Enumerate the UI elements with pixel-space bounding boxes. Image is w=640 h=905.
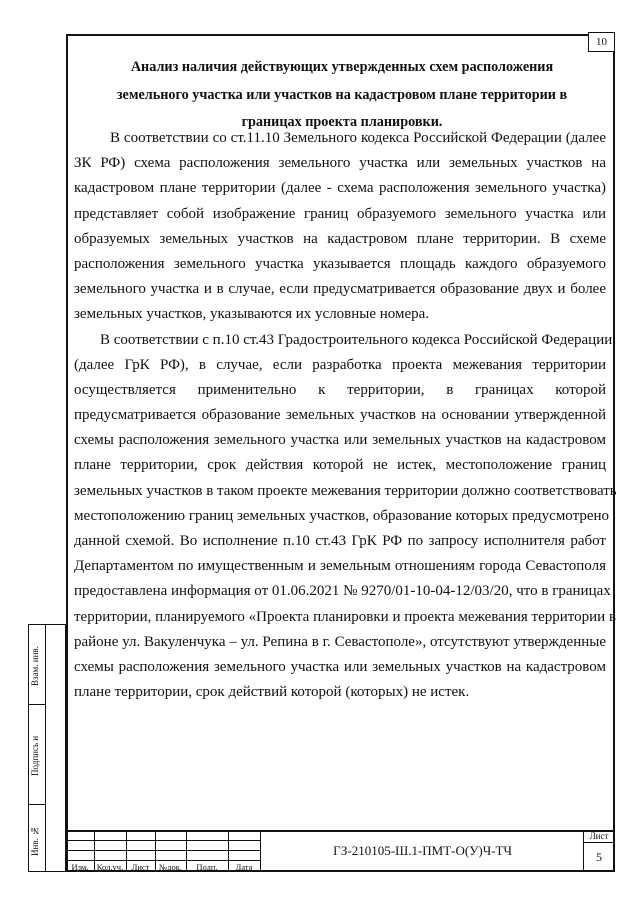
side-stamp [28,624,66,872]
text-line: В соответствии со ст.11.10 Земельного кодекса Российской Федерации (далее [110,130,606,146]
text-line: схемы расположения земельного участка или земельных участков на кадастровом [74,432,606,449]
text-line: ЗК РФ) схема расположения земельного участка или земельных участков на [74,155,606,172]
text-line: плане территории, срок действий которой (которых) не истек. [74,684,470,701]
text-line: осуществляется применительно к территории, в границах которой [74,381,606,398]
text-line: местоположению границ земельных участков, образование которых предусмотрено [74,507,610,524]
text-line: районе ул. Вакуленчука – ул. Репина в г. Севастополе», отсутствуют утвержденные [74,633,606,650]
text-line: земельных участков, указываются их условные номера. [74,306,430,323]
side-stamp-divider [45,625,46,871]
text-line: представляет собой изображение границ образуемого земельного участка или [74,205,606,222]
text-line: земельных участков в таком проекте межевания территории должно соответствовать [74,482,617,499]
title-line: Анализ наличия действующих утвержденных схем расположения [130,59,554,75]
text-line: земельного участка и в случае, если предусматривается образование двух и более [74,281,606,298]
sheet-number: 5 [596,850,602,864]
text-line: кадастровом плане территории (далее - схема расположения земельного участка) [74,180,606,197]
text-line: схемы расположения земельного участка или земельных участков на кадастровом [74,658,606,675]
sheet-box [583,830,614,872]
header-izm: Изм. [71,862,89,872]
text-line: расположения земельного участка указывается площадь каждого образуемого [74,255,606,272]
header-list: Лист [131,862,150,872]
text-line: Департаментом по имущественным и земельным отношениям города Севастополя [74,558,606,575]
document-code: ГЗ-210105-Ш.1-ПМТ-О(У)Ч-ТЧ [260,830,584,872]
header-ndok: №док. [159,862,182,872]
text-line: данной схемой. Во исполнение п.10 ст.43 ГрК РФ по запросу исполнителя работ [74,533,606,549]
document-title [80,54,604,137]
vzam-inv-label: Взам. инв. [30,646,40,686]
text-line: предоставлена информация от 01.06.2021 № 9270/01-10-04-12/03/20, что в границах [74,583,611,600]
inv-podl-label: Инв. № [30,825,40,857]
header-data: Дата [235,862,253,872]
text-line: плане территории, срок действия которой не истек, местоположение границ [74,457,606,474]
paragraph-1 [74,126,606,328]
title-line: земельного участка или участков на кадастровом плане территории в [116,86,568,103]
text-line: территории, планируемого «Проекта планировки и проекта межевания территории в [74,608,617,625]
text-line: образуемых земельных участков на кадастровом плане территории. В схеме [74,230,606,247]
header-podp: Подп. [196,862,218,872]
stamp-row-line [66,840,260,841]
sheet-label: Лист [584,830,614,843]
page-number-corner: 10 [588,32,615,52]
title-block [66,830,615,872]
header-kol-uch: Кол.уч. [96,862,124,872]
text-line: предусматривается образование земельных участков на основании утвержденной [74,407,606,424]
document-body [74,126,617,705]
podpis-label: Подпись и [30,735,40,777]
text-line: (далее ГрК РФ), в случае, если разработка проекта межевания территории [74,356,606,373]
stamp-row-line [66,860,260,861]
paragraph-2 [74,328,617,706]
title-line: границах проекта планировки. [241,114,443,131]
text-line: В соответствии с п.10 ст.43 Градостроительного кодекса Российской Федерации [100,331,613,348]
stamp-row-line [66,850,260,851]
